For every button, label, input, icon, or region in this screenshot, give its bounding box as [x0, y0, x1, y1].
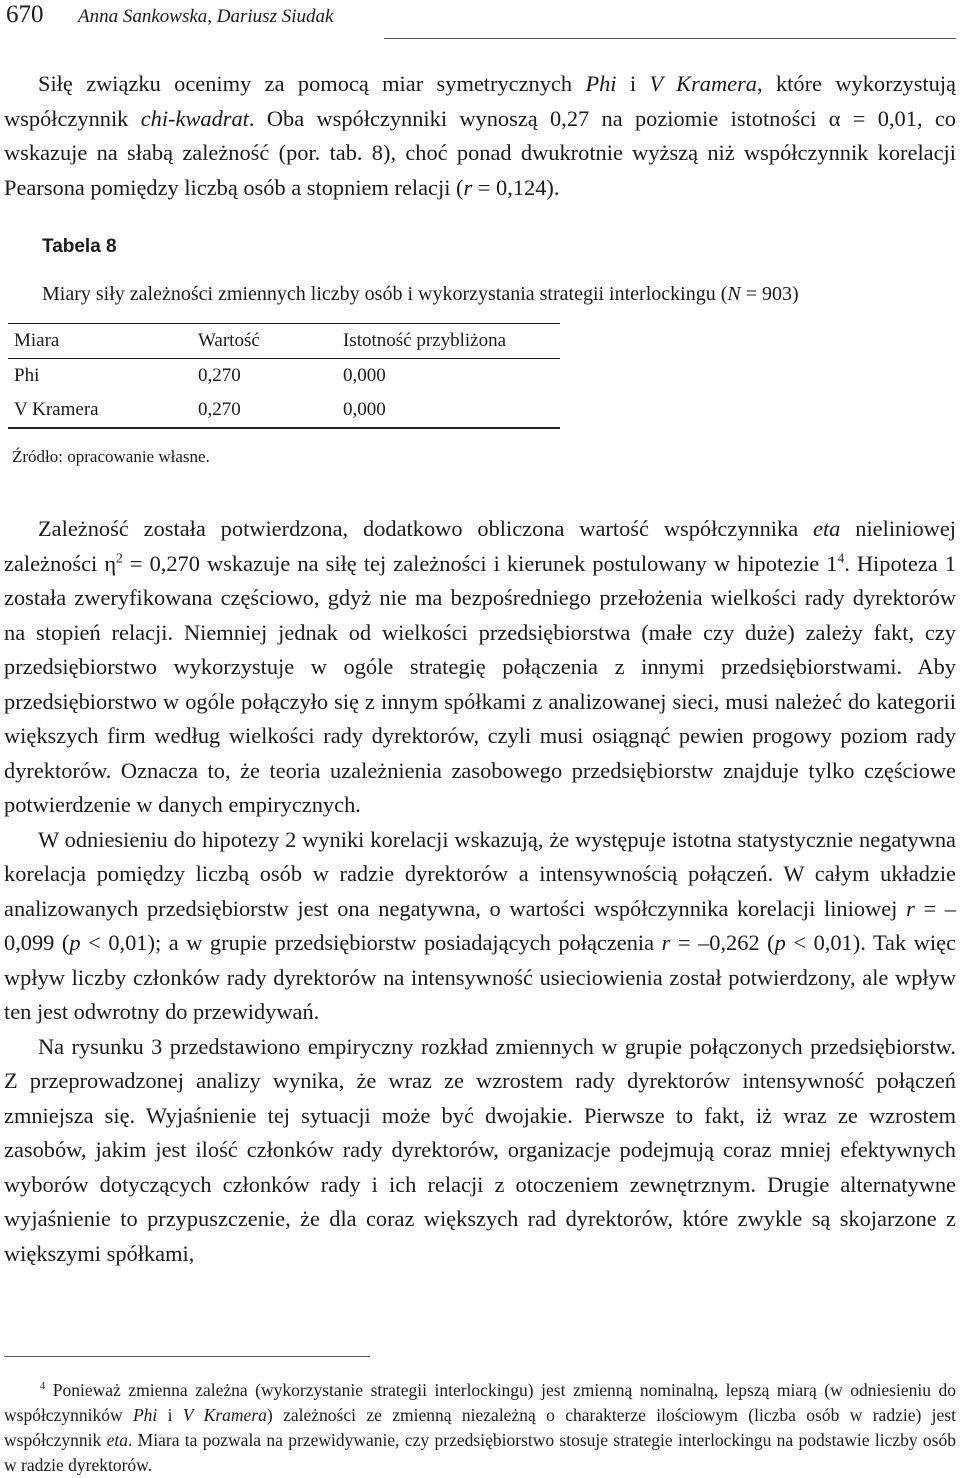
column-header: Istotność przybliżona	[343, 330, 507, 351]
table-header-row	[8, 324, 560, 359]
footnote-rule	[4, 1356, 370, 1357]
table-cell: V Kramera	[14, 399, 99, 420]
intro-paragraph: Siłę związku ocenimy za pomocą miar symetrycznych Phi i V Kramera, które wykorzystują współczynnik chi-kwadrat. Oba współczynniki wynoszą 0,27 na poziomie istotności α = 0,01, co wskazuje na słabą zależność (por. tab. 8), choć ponad dwukrotnie wyższą niż współczynnik korelacji Pearsona pomiędzy liczbą osób a stopniem relacji (r = 0,124).	[4, 71, 956, 200]
column-header: Miara	[14, 330, 60, 351]
body-paragraph-1: Zależność została potwierdzona, dodatkowo obliczona wartość współczynnika eta nieliniowej zależności $\eta^2 = 0,270$ wskazuje na siłę tej zależności i kierunek postulowany w hipotezie $1^4$. Hipoteza 1 została zweryfikowana częściowo, gdyż nie ma bezpośredniego przełożenia wielkości rady dyrektorów na stopień relacji. Niemniej jednak od wielkości przedsiębiorstwa (małe czy duże) zależy fakt, czy przedsiębiorstwo wykorzystuje w ogóle strategię połączenia z innymi przedsiębiorstwami. Aby przedsiębiorstwo w ogóle połączyło się z innym spółkami z analizowanej sieci, musi należeć do kategorii większych firm według wielkości rady dyrektorów, czyli musi osiągnąć pewien progowy poziom rady dyrektorów. Oznacza to, że teoria uzależnienia zasobowego przedsiębiorstw znajduje tylko częściowe potwierdzenie w danych empirycznych.	[4, 516, 956, 817]
table-label: Tabela 8	[42, 236, 117, 257]
table-source: Źródło: opracowanie własne.	[12, 447, 210, 466]
table-cell: 0,000	[343, 399, 386, 420]
table-row	[8, 359, 560, 394]
measures-table	[8, 323, 560, 429]
table-cell: 0,000	[343, 365, 386, 386]
table-cell: 0,270	[198, 365, 241, 386]
intro-paragraph-block	[4, 67, 956, 205]
table-cell: Phi	[14, 365, 40, 386]
table-cell: 0,270	[198, 399, 241, 420]
body-paragraph-2: W odniesieniu do hipotezy 2 wyniki korelacji wskazują, że występuje istotna statystycznie negatywna korelacja pomiędzy liczbą osób w radzie dyrektorów a intensywnością połączeń. W całym układzie analizowanych przedsiębiorstw jest ona negatywna, o wartości współczynnika korelacji liniowej r = –0,099 (p < 0,01); a w grupie przedsiębiorstw posiadających połączenia r = –0,262 (p < 0,01). Tak więc wpływ liczby członków rady dyrektorów na intensywność usieciowienia został potwierdzony, ale wpływ ten jest odwrotny do przewidywań.	[4, 826, 957, 1024]
footnote-4: $^4$ Ponieważ zmienna zależna (wykorzystanie strategii interlockingu) jest zmienną nominalną, lepszą miarą (w odniesieniu do współczynników Phi i V Kramera) zależności ze zmienną niezależną o charakterze ilościowym (liczba osób w radzie) jest współczynnik eta. Miara ta pozwala na przewidywanie, czy przedsiębiorstwo stosuje strategie interlockingu na podstawie liczby osób w radzie dyrektorów.	[4, 1380, 956, 1475]
table-row	[8, 393, 560, 428]
body-text	[4, 512, 956, 1271]
page-number: 670	[6, 1, 44, 28]
page-header	[4, 0, 956, 40]
body-paragraph-3: Na rysunku 3 przedstawiono empiryczny rozkład zmiennych w grupie połączonych przedsiębiorstw. Z przeprowadzonej analizy wynika, że wraz ze wzrostem rady dyrektorów intensywność połączeń zmniejsza się. Wyjaśnienie tej sytuacji może być dwojakie. Pierwsze to fakt, iż wraz ze wzrostem zasobów, jakim jest ilość członków rady dyrektorów, organizacje podejmują coraz mniej efektywnych wyborów dotyczących członków rady i ich relacji z otoczeniem zewnętrznym. Drugie alternatywne wyjaśnienie to przypuszczenie, że dla coraz większych rad dyrektorów, które zwykle są skojarzone z większymi spółkami,	[4, 1033, 956, 1266]
column-header: Wartość	[198, 330, 260, 351]
running-head-authors: Anna Sankowska, Dariusz Siudak	[78, 6, 334, 27]
footnote-reference[interactable]: 4	[837, 550, 845, 566]
header-rule	[384, 38, 956, 39]
footnote-marker: 4	[40, 1381, 46, 1393]
table-caption: Miary siły zależności zmiennych liczby osób i wykorzystania strategii interlockingu (N = 903)	[42, 283, 799, 305]
